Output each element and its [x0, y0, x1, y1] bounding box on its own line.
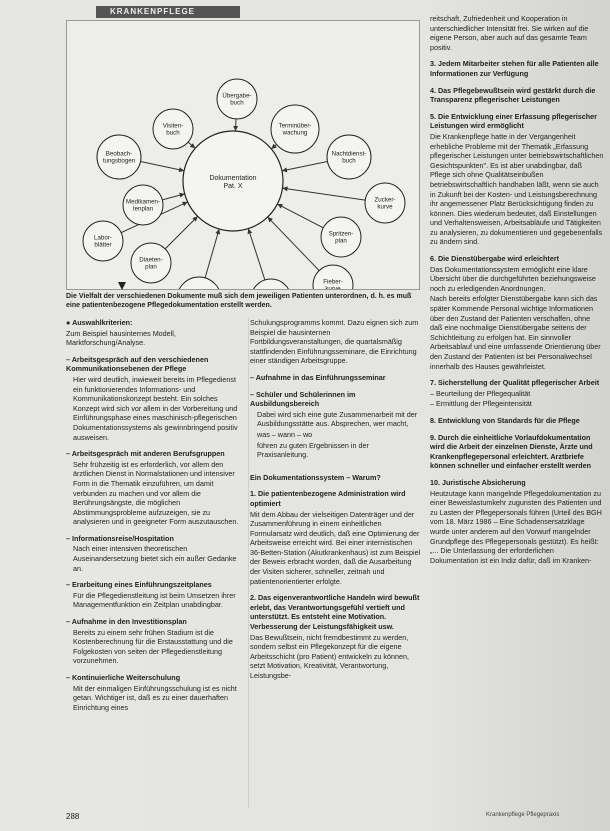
paragraph-heading: – Arbeitsgespräch mit anderen Berufsgruppen	[66, 449, 225, 459]
paragraph: Die Krankenpflege hatte in der Vergangenheit erhebliche Probleme mit der Thematik „Erfassung pflegerischer Leistungen unter betriebswirtschaftlichen Gesichtspunkten". Es ist aber unabdingbar, daß Pflege sich ohne Qualitätseinbußen betriebswirtschaftlich handhaben läßt, wenn sie auch in Zukunft bei der Kosten- und Leistungsberechnung ihr angemessener Platz Berücksichtigung finden zu können. Dies wiederum bedeutet, daß Einstellungen und Verhaltensweisen, Arbeitsabläufe und Tätigkeiten zu analysieren, zu dokumentieren und gegebenenfalls zu ändern sind.	[430, 131, 604, 247]
text-column-1	[66, 318, 244, 713]
diagram-node-label: Medikamen-tenplan	[125, 198, 161, 213]
paragraph-heading: ● Auswahlkriterien:	[66, 318, 133, 327]
diagram-node-label: Spritzen-plan	[328, 230, 354, 245]
paragraph: führen zu guten Ergebnissen in der Praxisanleitung.	[257, 440, 369, 460]
paragraph-heading: 9. Durch die einheitliche Vorlaufdokumentation wird die Arbeit der einzelnen Dienste, Ärzte und Krankenpflegepersonal erleichtert. Arztbriefe können schneller und einfacher erstellt werden	[430, 432, 593, 471]
diagram-arrowhead	[179, 167, 184, 172]
paragraph-heading: 2. Das eigenverantwortliche Handeln wird bewußt erlebt, das Verantwortungsgefühl vertieft und unterstützt. Es entsteht eine Motivation. Verbesserung der Leistungsfähigkeit usw.	[250, 593, 420, 632]
paragraph-heading: 4. Das Pflegebewußtsein wird gestärkt durch die Transparenz pflegerischer Leistungen	[430, 85, 596, 105]
paragraph: Schulungsprogramms kommt. Dazu eignen sich zum Beispiel die hausinternen Fortbildungsveranstaltungen, die quartalsmäßig stattfindenden Einführungsseminare, die Einrichtung einer ständigen Arbeitsgruppe.	[250, 318, 419, 366]
paragraph-heading: – Arbeitsgespräch auf den verschiedenen Kommunikationsebenen der Pflege	[66, 354, 209, 374]
paragraph-heading: 7. Sicherstellung der Qualität pflegerischer Arbeit	[430, 378, 600, 388]
paragraph: Nach einer intensiven theoretischen Auseinandersetzung bietet sich ein außer Gedanke an.	[73, 544, 237, 573]
diagram-node-label: Nachtdienst-buch	[331, 150, 367, 165]
paragraph: Dabei wird sich eine gute Zusammenarbeit mit der Ausbildungsstätte aus. Absprechen, wer macht,	[257, 409, 418, 429]
paragraph: was – wann – wo	[257, 429, 313, 439]
diagram-arrowhead	[215, 229, 220, 234]
paragraph-heading: 3. Jedem Mitarbeiter stehen für alle Patienten alle Informationen zur Verfügung	[430, 59, 599, 78]
diagram-arrowhead	[233, 126, 238, 131]
figure-caption: Die Vielfalt der verschiedenen Dokumente muß sich dem jeweiligen Patienten unterordnen, d. h. es muß eine patientenbezogene Pflegedokumentation erstellt werden.	[66, 293, 412, 309]
paragraph-heading: 8. Entwicklung von Standards für die Pflege	[430, 415, 580, 425]
diagram-connector	[165, 216, 198, 249]
diagram-arrowhead	[282, 186, 287, 191]
paragraph: Sehr frühzeitig ist es erforderlich, vor allem den ärztlichen Dienst in Normalstationen und intensiver Form in die Thematik einzuführen, um damit verbunden zu machen und vor allem die Berührungsängste, die möglichen Abstimmungsprobleme aufzuzeigen, sie zu analysieren und in geeigneter Form auszutauschen.	[73, 459, 239, 527]
diagram-node-label: Beobach-tungsbogen	[102, 150, 136, 165]
diagram-node-label: Diaeten-plan	[139, 256, 163, 271]
paragraph: Heutzutage kann mangelnde Pflegedokumentation zu einer Beweislastumkehr zugunsten des Patienten und zu Lasten der Pflegepersonals führen (Urteil des BGH vom 18. März 1986 – Eine Schadensersatzklage wurde unter anderem auf den Vorwurf mangelnder Grundpflege des Pflegepersonals gestützt). Es heißt: „... Die Unterlassung der erforderlichen Dokumentation ist ein Indiz dafür, daß im Kranken-	[430, 488, 602, 565]
diagram-connector	[205, 229, 219, 278]
diagram-node-label: Terminüber-wachung	[278, 122, 312, 137]
diagram-svg	[67, 21, 419, 289]
paragraph: Für die Pflegedienstleitung ist beim Umsetzen ihrer Managementfunktion ein Zeitplan unabdingbar.	[73, 590, 236, 610]
paragraph-heading: 5. Die Entwicklung einer Erfassung pflegerischer Leistungen wird ermöglicht	[430, 111, 597, 131]
diagram-node-label: Übergabe-buch	[222, 92, 252, 107]
paragraph: Zum Beispiel hausinternes Modell, Marktforschung/Analyse.	[66, 328, 176, 348]
text-column-3	[430, 14, 604, 566]
diagram-node-gewichtskurve	[177, 277, 221, 289]
diagram-connector	[282, 188, 365, 200]
diagram-node-label: Visiten-buch	[162, 122, 184, 137]
diagram-center-label: Dokumentation Pat. X	[209, 175, 257, 190]
paragraph: Das Bewußtsein, nicht fremdbestimmt zu werden, sondern selbst ein Pflegekonzept für die eigene Arbeitsschicht (pro Patient) entwickeln zu können, setzt Motivation, Kreativität, Verantwortung, Leistungsbe-	[250, 632, 410, 680]
column-divider	[248, 318, 249, 808]
journal-footer: Krankenpflege Pflegepraxis	[486, 812, 560, 818]
diagram-connector	[282, 161, 327, 170]
diagram-connector	[277, 204, 323, 228]
paragraph-heading: – Informationsreise/Hospitation	[66, 533, 174, 543]
paragraph: Das Dokumentationssystem ermöglicht eine klare Übersicht über die durchgeführten beziehungsweise noch zu erledigenden Anordnungen.	[430, 264, 596, 293]
pointer-mark	[118, 282, 126, 290]
diagram-node-label: Labor-blätter	[94, 234, 112, 249]
paragraph: – Ermittlung der Pflegeintensität	[430, 399, 532, 409]
paragraph-heading: – Erarbeitung eines Einführungszeitplanes	[66, 580, 212, 590]
text-column-2	[250, 318, 422, 682]
diagram-connector	[268, 217, 319, 271]
paragraph-heading: 6. Die Dienstübergabe wird erleichtert	[430, 254, 560, 264]
paragraph-heading: – Aufnahme in den Investitionsplan	[66, 617, 187, 627]
paragraph-heading: Ein Dokumentationssystem – Warum?	[250, 472, 381, 482]
documentation-diagram	[66, 20, 420, 290]
diagram-node-pflegebericht	[251, 279, 291, 289]
paragraph-heading: – Schüler und Schülerinnen im Ausbildungsbereich	[250, 389, 356, 409]
diagram-connector	[248, 229, 265, 280]
paragraph: Bereits zu einem sehr frühen Stadium ist die Kostenberechnung für die Erstausstattung und die Folgekosten von seiten der Pflegedienstleitung vorzunehmen.	[73, 627, 233, 666]
diagram-connector	[141, 162, 185, 171]
paragraph: Nach bereits erfolgter Dienstübergabe kann sich das später Kommende Personal wichtige Informationen über den Zustand der Patienten verschaffen, ohne daß eine nochmalige Dienstübergabe seitens der Schichtleitung zu erfolgen hat. Ein sinnvoller Arbeitsablauf und eine umfassende Orientierung über den Zustand der Patienten ist bei Personalwechsel innerhalb des Hauses gewährleistet.	[430, 294, 601, 371]
section-header: KRANKENPFLEGE	[96, 6, 240, 18]
diagram-node-label: Fieber-kurve	[323, 278, 343, 289]
paragraph: Mit der einmaligen Einführungsschulung ist es nicht getan. Wichtiger ist, daß es zu einer dauerhaften Einrichtung eines	[73, 683, 237, 712]
paragraph-heading: – Kontinuierliche Weiterschulung	[66, 673, 181, 682]
paragraph: reitschaft, Zufriedenheit und Kooperation in unterschiedlicher Intensität frei. Sie wirken auf die eigene Person, aber auch auf das gesamte Team positiv.	[430, 14, 589, 52]
paragraph-heading: 10. Juristische Absicherung	[430, 477, 526, 487]
paragraph: Hier wird deutlich, inwieweit bereits im Pflegedienst ein funktionierendes Informations- und Kommunikationskonzept besteht. Ein solches Konzept wird sich vor allem in der Vorbereitung und Einführungsphase eines maschinisch-pflegerischen Dokumentationssystems als gewinnbringend positiv ausweisen.	[73, 374, 238, 442]
diagram-node-label: Zucker-kurve	[374, 196, 396, 211]
paragraph-heading: – Aufnahme in das Einführungsseminar	[250, 372, 386, 382]
paragraph: Mit dem Abbau der vielseitigen Datenträger und der Zusammenführung in einem einheitlichen Formularsatz wird deutlich, daß eine Optimierung der Arbeitsweise erreicht wird. Bei einer internistischen 36-Betten-Station (Akutkrankenhaus) ist zum Beispiel der Beweis erbracht worden, daß die Ausarbeitung der Visiten sicherer, schneller, zeitnah und patientenorientierter erfolgte.	[250, 509, 421, 586]
paragraph-heading: 1. Die patientenbezogene Administration wird optimiert	[250, 489, 406, 508]
paragraph: – Beurteilung der Pflegequalität	[430, 388, 531, 398]
diagram-arrowhead	[179, 193, 184, 198]
diagram-arrowhead	[282, 167, 287, 172]
page-number: 288	[66, 812, 80, 821]
